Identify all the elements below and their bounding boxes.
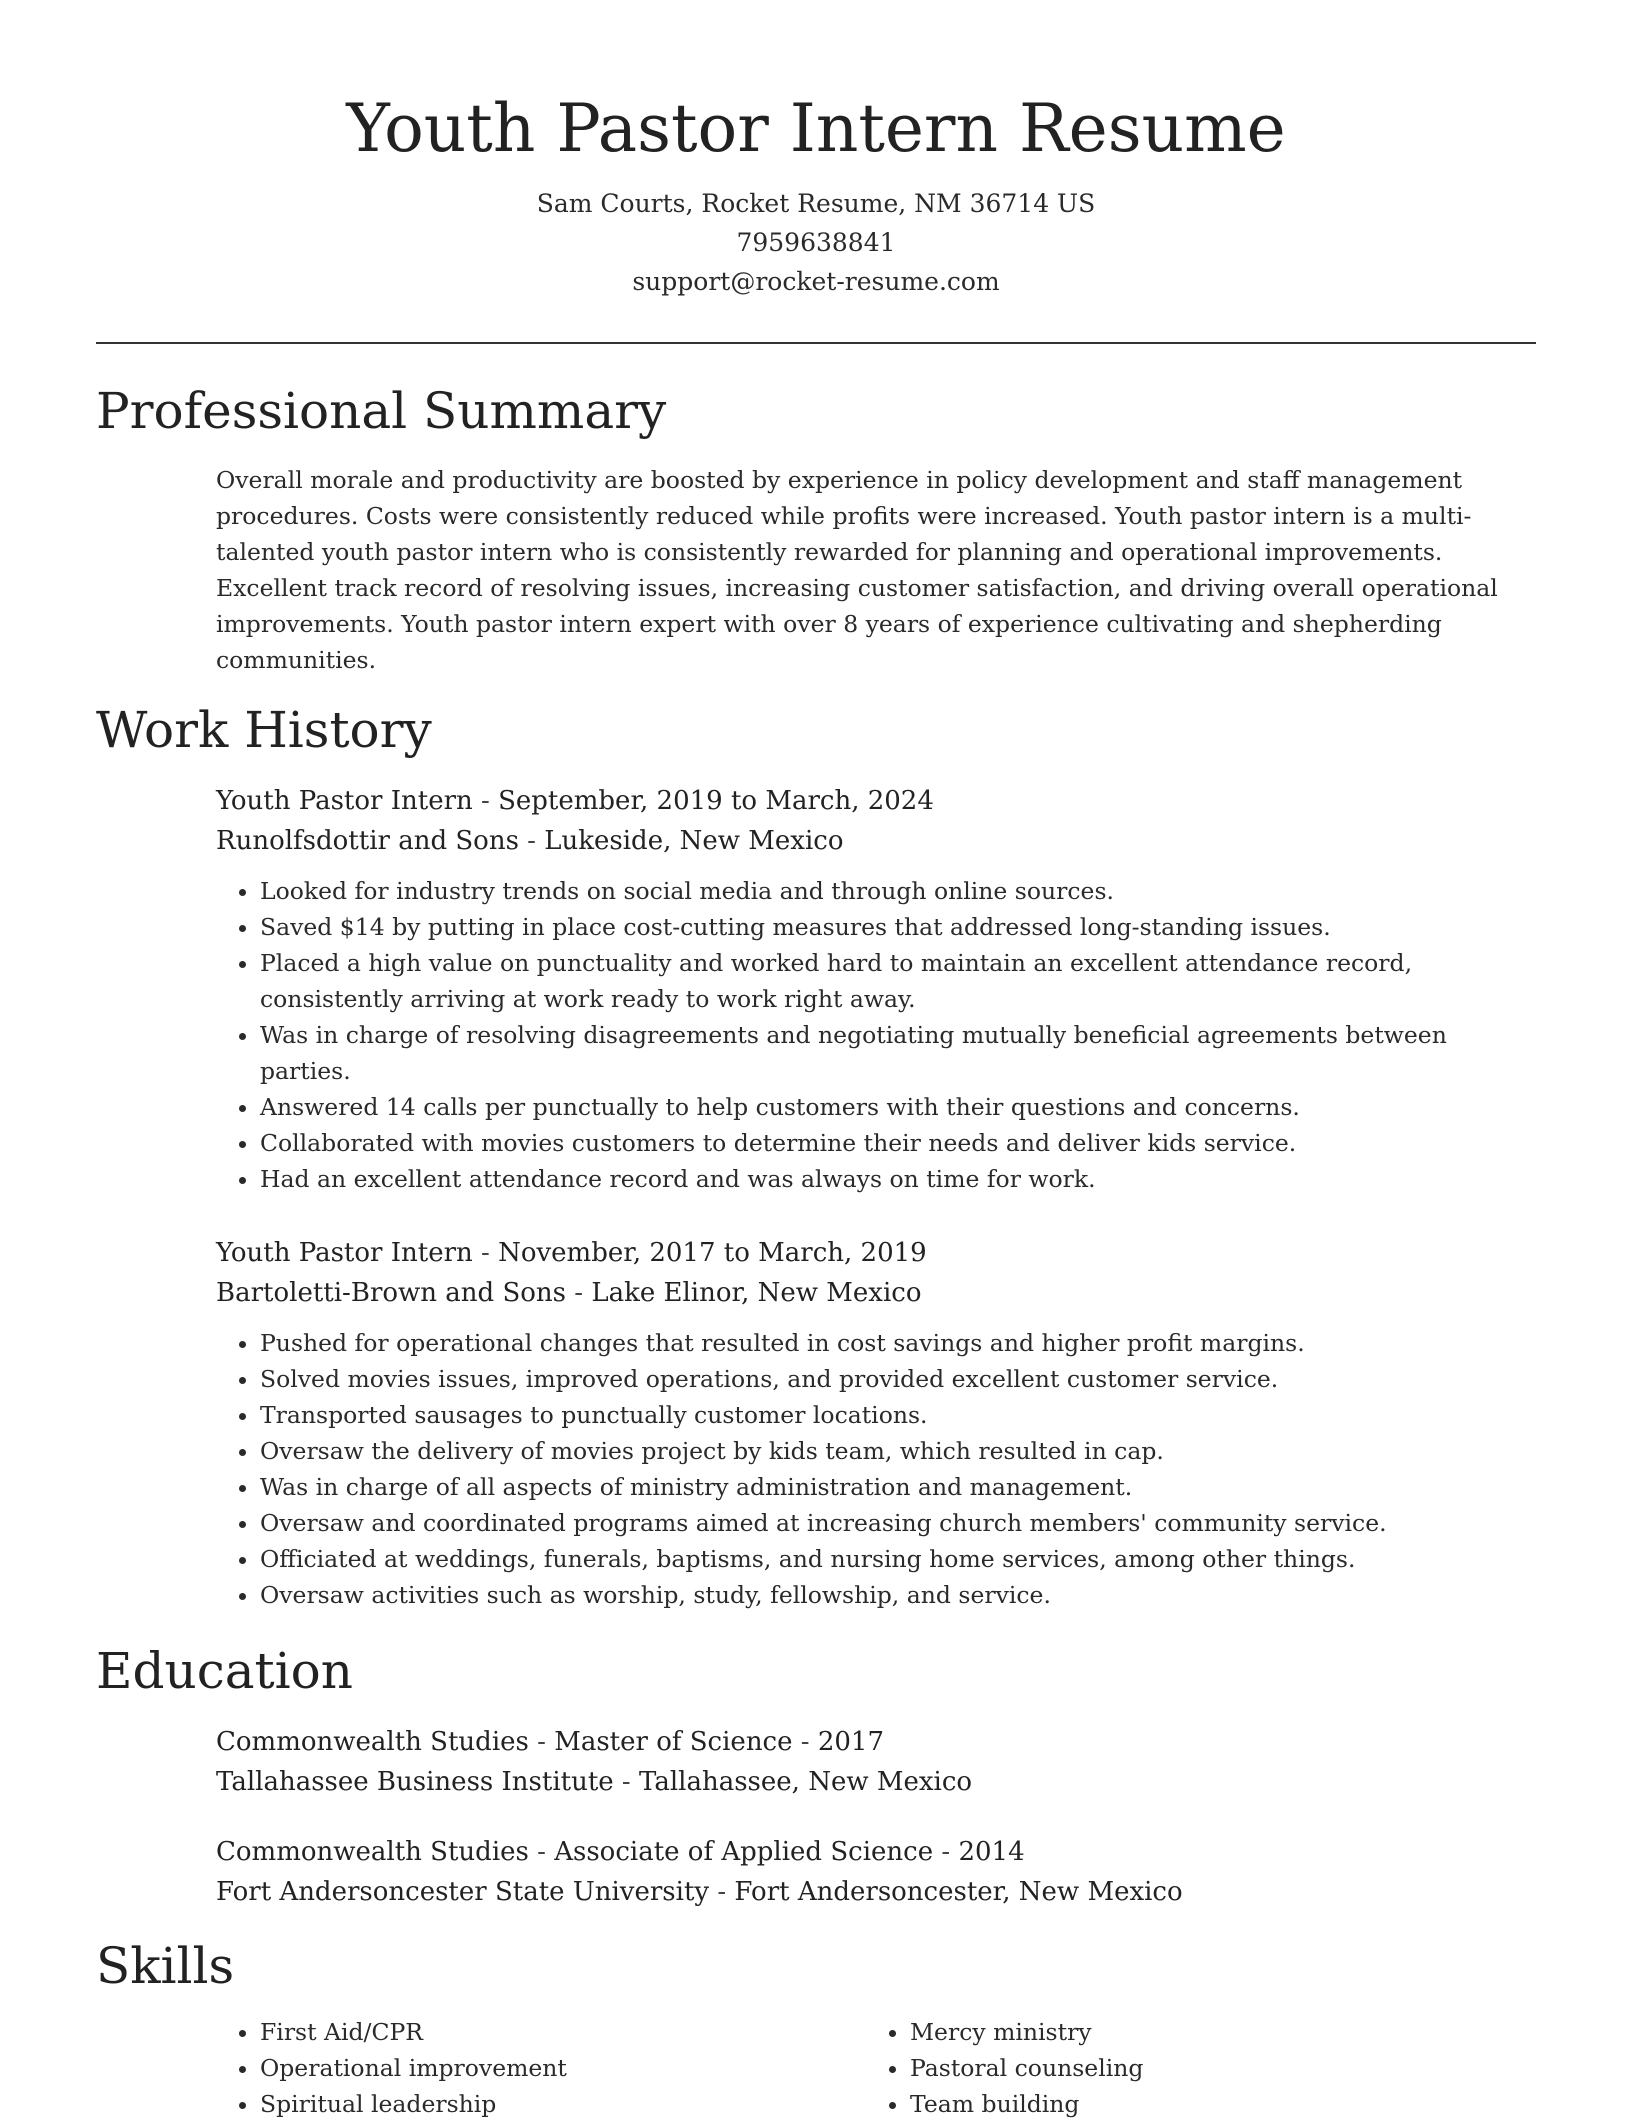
list-item: • Mercy ministry bbox=[910, 2014, 1470, 2050]
job-entry bbox=[216, 781, 1516, 1197]
skills-list-right bbox=[866, 2014, 1470, 2122]
separator: - bbox=[792, 1727, 818, 1757]
list-item: • Saved $14 by putting in place cost-cutting measures that addressed long-standing issues. bbox=[260, 909, 1516, 945]
education-year: 2017 bbox=[817, 1727, 885, 1757]
separator: - bbox=[933, 1837, 959, 1867]
resume-header bbox=[0, 0, 1632, 301]
separator: - bbox=[528, 1837, 555, 1867]
education-field: Commonwealth Studies bbox=[216, 1837, 529, 1867]
list-item: • Oversaw the delivery of movies project by kids team, which resulted in cap. bbox=[260, 1433, 1516, 1469]
contact-email: support@rocket-resume.com bbox=[632, 267, 1000, 296]
list-item: • Spiritual leadership bbox=[260, 2086, 820, 2122]
separator: - bbox=[566, 1278, 592, 1308]
list-item: • Placed a high value on punctuality and worked hard to maintain an excellent attendance record, consistently arriving at work ready to work right away. bbox=[260, 945, 1516, 1017]
job-company-line bbox=[216, 1273, 1516, 1313]
list-item: • Collaborated with movies customers to determine their needs and deliver kids service. bbox=[260, 1125, 1516, 1161]
education-location: Tallahassee, New Mexico bbox=[639, 1767, 973, 1797]
list-item: • Oversaw activities such as worship, study, fellowship, and service. bbox=[260, 1577, 1516, 1613]
contact-block bbox=[0, 184, 1632, 301]
contact-phone: 7959638841 bbox=[736, 228, 896, 257]
list-item: • Was in charge of resolving disagreements and negotiating mutually beneficial agreements between parties. bbox=[260, 1017, 1516, 1089]
job-title: Youth Pastor Intern bbox=[216, 1238, 473, 1268]
list-item: • Team building bbox=[910, 2086, 1470, 2122]
separator: - bbox=[528, 1727, 555, 1757]
education-school-line bbox=[216, 1872, 1516, 1912]
job-company-line bbox=[216, 821, 1516, 861]
separator: - bbox=[472, 1238, 499, 1268]
separator: - bbox=[472, 786, 499, 816]
header-divider bbox=[96, 342, 1536, 344]
job-title-line bbox=[216, 781, 1516, 821]
education-year: 2014 bbox=[958, 1837, 1025, 1867]
list-item: • Pastoral counseling bbox=[910, 2050, 1470, 2086]
education-location: Fort Andersoncester, New Mexico bbox=[734, 1877, 1183, 1907]
list-item: • Looked for industry trends on social media and through online sources. bbox=[260, 873, 1516, 909]
education-degree-line bbox=[216, 1722, 1516, 1762]
skills-list-left bbox=[216, 2014, 820, 2122]
education-degree: Associate of Applied Science bbox=[554, 1837, 934, 1867]
list-item: • Operational improvement bbox=[260, 2050, 820, 2086]
education-entry bbox=[216, 1832, 1516, 1912]
resume-title: Youth Pastor Intern Resume bbox=[346, 90, 1286, 167]
list-item: • Had an excellent attendance record and was always on time for work. bbox=[260, 1161, 1516, 1197]
job-company: Runolfsdottir and Sons bbox=[216, 826, 519, 856]
separator: - bbox=[518, 826, 545, 856]
list-item: • Pushed for operational changes that resulted in cost savings and higher profit margins. bbox=[260, 1325, 1516, 1361]
job-location: Lake Elinor, New Mexico bbox=[591, 1278, 922, 1308]
education-entry bbox=[216, 1722, 1516, 1802]
job-title: Youth Pastor Intern bbox=[216, 786, 473, 816]
list-item: • Solved movies issues, improved operations, and provided excellent customer service. bbox=[260, 1361, 1516, 1397]
separator: - bbox=[709, 1877, 735, 1907]
list-item: • Officiated at weddings, funerals, baptisms, and nursing home services, among other things. bbox=[260, 1541, 1516, 1577]
job-title-line bbox=[216, 1233, 1516, 1273]
job-dates: November, 2017 to March, 2019 bbox=[498, 1238, 927, 1268]
summary-heading: Professional Summary bbox=[96, 382, 667, 440]
list-item: • Oversaw and coordinated programs aimed at increasing church members' community service. bbox=[260, 1505, 1516, 1541]
job-company: Bartoletti-Brown and Sons bbox=[216, 1278, 566, 1308]
list-item: • Transported sausages to punctually customer locations. bbox=[260, 1397, 1516, 1433]
job-bullets bbox=[216, 1325, 1516, 1613]
education-school: Tallahassee Business Institute bbox=[216, 1767, 614, 1797]
job-bullets bbox=[216, 873, 1516, 1197]
skills-heading: Skills bbox=[96, 1937, 235, 1995]
education-heading: Education bbox=[96, 1642, 353, 1700]
contact-address: Sam Courts, Rocket Resume, NM 36714 US bbox=[536, 189, 1096, 218]
list-item: • Was in charge of all aspects of ministry administration and management. bbox=[260, 1469, 1516, 1505]
education-school: Fort Andersoncester State University bbox=[216, 1877, 710, 1907]
summary-text: Overall morale and productivity are boosted by experience in policy development and staff management procedures. Costs were consistently reduced while profits were increased. Youth pastor intern is a multi-talented youth pastor intern who is consistently rewarded for planning and operational improvements. Excellent track record of resolving issues, increasing customer satisfaction, and driving overall operational improvements. Youth pastor intern expert with over 8 years of experience cultivating and shepherding communities. bbox=[216, 466, 1498, 674]
list-item: • First Aid/CPR bbox=[260, 2014, 820, 2050]
list-item: • Answered 14 calls per punctually to help customers with their questions and concerns. bbox=[260, 1089, 1516, 1125]
separator: - bbox=[613, 1767, 639, 1797]
education-field: Commonwealth Studies bbox=[216, 1727, 529, 1757]
work-history-heading: Work History bbox=[96, 701, 432, 759]
education-degree-line bbox=[216, 1832, 1516, 1872]
job-location: Lukeside, New Mexico bbox=[544, 826, 844, 856]
education-school-line bbox=[216, 1762, 1516, 1802]
education-degree: Master of Science bbox=[554, 1727, 793, 1757]
job-dates: September, 2019 to March, 2024 bbox=[498, 786, 934, 816]
job-entry bbox=[216, 1233, 1516, 1613]
